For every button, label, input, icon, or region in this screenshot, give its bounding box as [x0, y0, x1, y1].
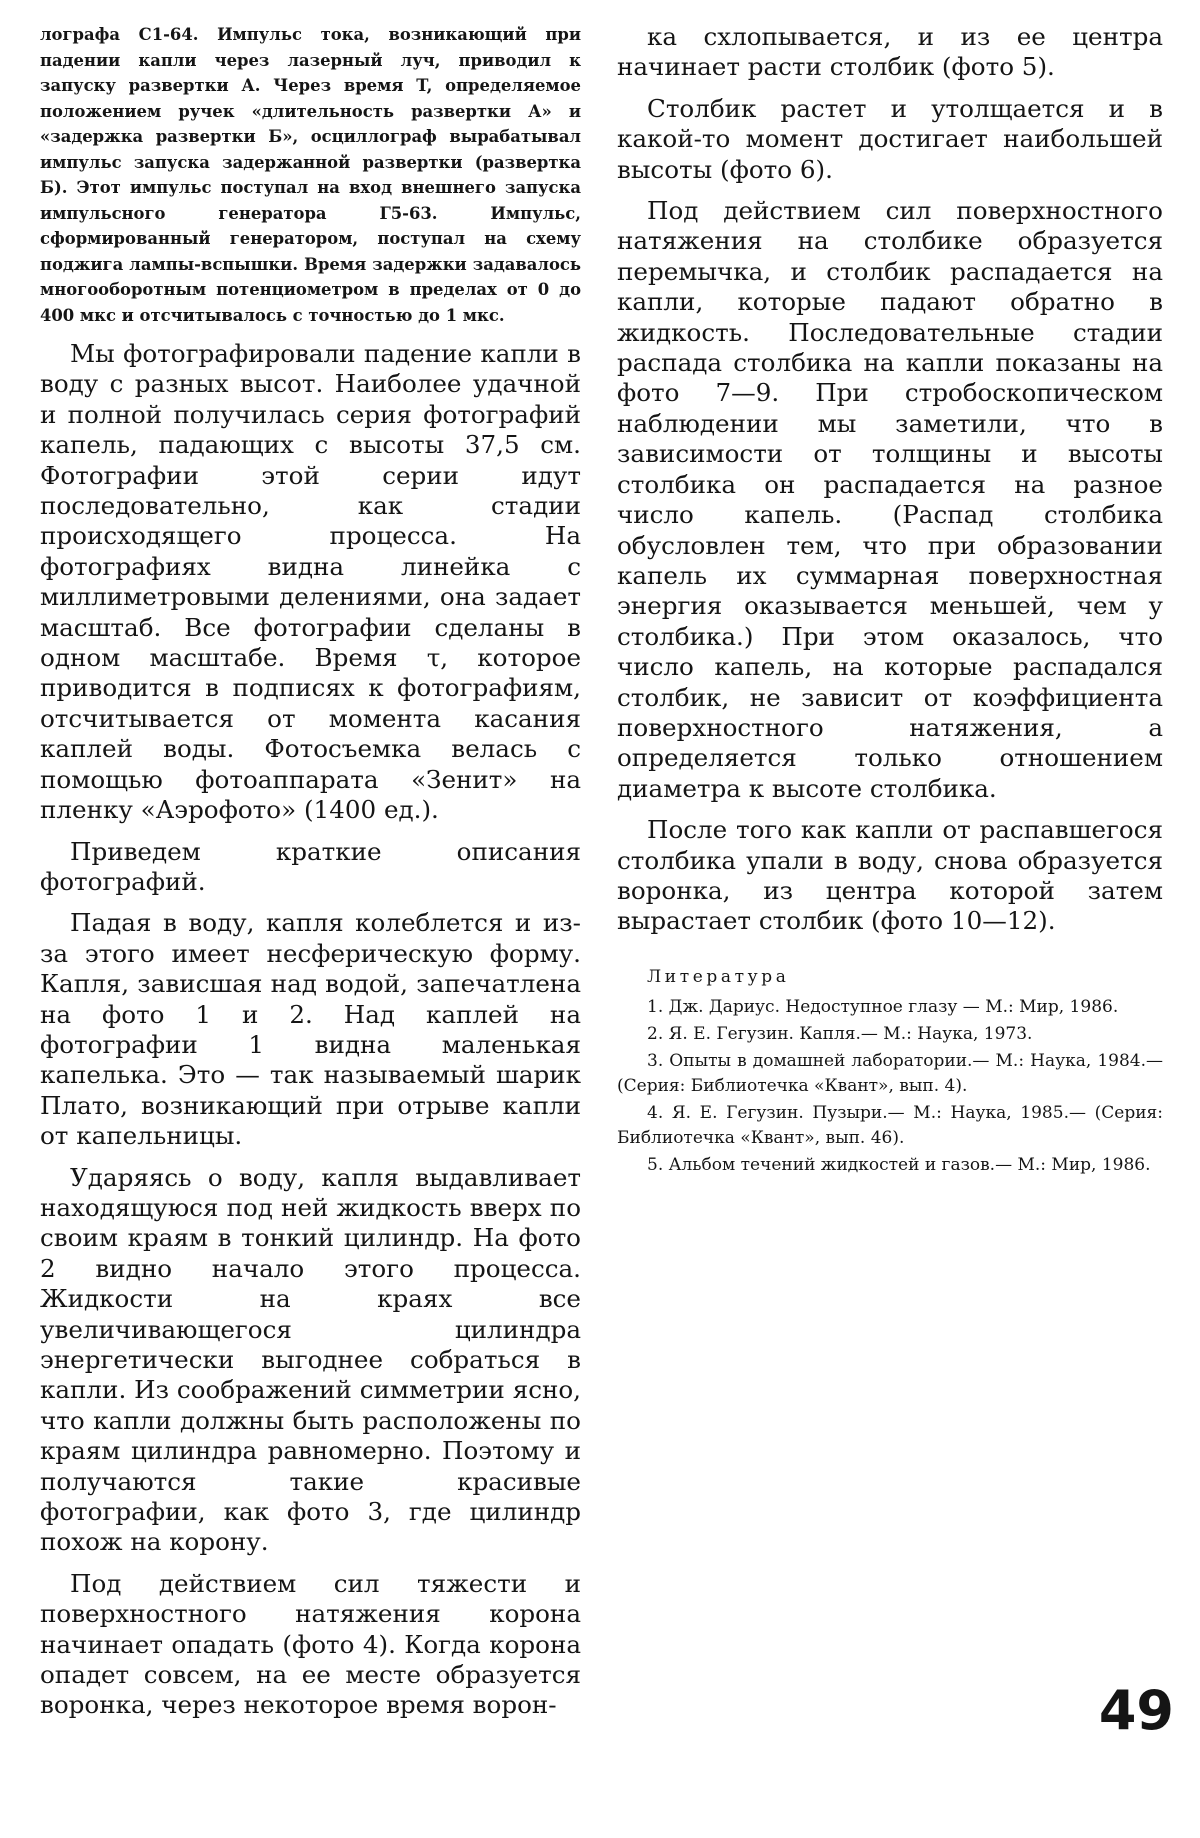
paragraph: ка схлопывается, и из ее центра начинает расти столбик (фото 5). — [617, 22, 1163, 82]
literature-item: 3. Опыты в домашней лаборатории.— М.: Наука, 1984.— (Серия: Библиотечка «Квант», вып. 4). — [617, 1050, 1163, 1096]
page-number: 49 — [1098, 1679, 1174, 1742]
literature-item: 2. Я. Е. Гегузин. Капля.— М.: Наука, 1973. — [647, 1023, 1033, 1044]
literature-item: 1. Дж. Дариус. Недоступное глазу — М.: Мир, 1986. — [647, 996, 1119, 1017]
paragraph: Падая в воду, капля колеблется и из-за этого имеет несферическую форму. Капля, зависшая над водой, запечатлена на фото 1 и 2. Над каплей на фотографии 1 видна маленькая капелька. Это — так называемый шарик Плато, возникающий при отрыве капли от капельницы. — [40, 908, 581, 1151]
method-note: лографа С1-64. Импульс тока, возникающий при падении капли через лазерный луч, приводил к запуску развертки А. Через время T, определяемое положением ручек «длительность развертки А» и «задержка развертки Б», осциллограф вырабатывал импульс запуска задержанной развертки (развертка Б). Этот импульс поступал на вход внешнего запуска импульсного генератора Г5-63. Импульс, сформированный генератором, поступал на схему поджига лампы-вспышки. Время задержки задавалось многооборотным потенциометром в пределах от 0 до 400 мкс и отсчитывалось с точностью до 1 мкс. — [40, 25, 581, 325]
right-column — [617, 22, 1163, 1180]
paragraph: Ударяясь о воду, капля выдавливает находящуюся под ней жидкость вверх по своим краям в тонкий цилиндр. На фото 2 видно начало этого процесса. Жидкости на краях все увеличивающегося цилиндра энергетически выгоднее собраться в капли. Из соображений симметрии ясно, что капли должны быть расположены по краям цилиндра равномерно. Поэтому и получаются такие красивые фотографии, как фото 3, где цилиндр похож на корону. — [40, 1162, 581, 1557]
paragraph: После того как капли от распавшегося столбика упали в воду, снова образуется воронка, из центра которой затем вырастает столбик (фото 10—12). — [617, 815, 1163, 936]
literature-heading: Литература — [647, 966, 790, 987]
left-column — [40, 22, 581, 1721]
paragraph: Мы фотографировали падение капли в воду с разных высот. Наиболее удачной и полной получилась серия фотографий капель, падающих с высоты 37,5 см. Фотографии этой серии идут последовательно, как стадии происходящего процесса. На фотографиях видна линейка с миллиметровыми делениями, она задает масштаб. Все фотографии сделаны в одном масштабе. Время τ, которое приводится в подписях к фотографиям, отсчитывается от момента касания каплей воды. Фотосъемка велась с помощью фотоаппарата «Зенит» на пленку «Аэрофото» (1400 ед.). — [40, 339, 581, 825]
paragraph: Под действием сил тяжести и поверхностного натяжения корона начинает опадать (фото 4). Когда корона опадет совсем, на ее месте образуется воронка, через некоторое время ворон- — [40, 1568, 581, 1720]
literature-item: 4. Я. Е. Гегузин. Пузыри.— М.: Наука, 1985.— (Серия: Библиотечка «Квант», вып. 46). — [617, 1102, 1163, 1148]
literature-item: 5. Альбом течений жидкостей и газов.— М.: Мир, 1986. — [647, 1154, 1151, 1175]
literature-list — [617, 995, 1163, 1178]
paragraph: Столбик растет и утолщается и в какой-то момент достигает наибольшей высоты (фото 6). — [617, 93, 1163, 184]
paragraph: Приведем краткие описания фотографий. — [40, 836, 581, 896]
paragraph: Под действием сил поверхностного натяжения на столбике образуется перемычка, и столбик распадается на капли, которые падают обратно в жидкость. Последовательные стадии распада столбика на капли показаны на фото 7—9. При стробоскопическом наблюдении мы заметили, что в зависимости от толщины и высоты столбика он распадается на разное число капель. (Распад столбика обусловлен тем, что при образовании капель их суммарная поверхностная энергия оказывается меньшей, чем у столбика.) При этом оказалось, что число капель, на которые распадался столбик, не зависит от коэффициента поверхностного натяжения, а определяется только отношением диаметра к высоте столбика. — [617, 196, 1163, 803]
